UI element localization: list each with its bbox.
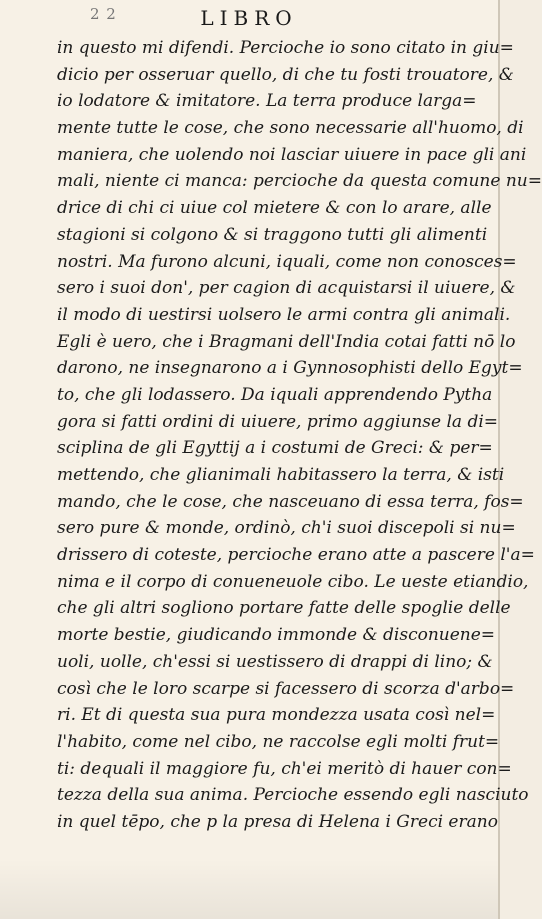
text-line: io lodatore & imitatore. La terra produce larga= (57, 91, 477, 112)
text-line: mando, che le cose, che nasceuano di essa terra, fos= (57, 491, 524, 512)
page-number: 2 2 (90, 5, 117, 23)
text-line: to, che gli lodassero. Da iquali apprendendo Pytha (57, 384, 493, 405)
text-line: in questo mi difendi. Percioche io sono citato in giu= (57, 38, 514, 58)
text-line: il modo di uestirsi uolsero le armi contra gli animali. (57, 304, 511, 325)
text-line: maniera, che uolendo noi lasciar uiuere in pace gli ani (57, 144, 527, 165)
text-line: Egli è uero, che i Bragmani dell'India cotai fatti nō lo (57, 331, 516, 352)
text-line: drissero di coteste, percioche erano atte a pascere l'a= (57, 545, 535, 566)
text-line: mettendo, che glianimali habitassero la terra, & isti (57, 465, 505, 485)
text-line: darono, ne insegnarono a i Gynnosophisti dello Egyt= (57, 358, 523, 379)
text-line: nima e il corpo di conueneuole cibo. Le ueste etiandio, (57, 571, 529, 592)
text-line: che gli altri sogliono portare fatte delle spoglie delle (57, 598, 511, 619)
text-line: nostri. Ma furono alcuni, iquali, come non conosces= (57, 251, 517, 272)
text-line: sciplina de gli Egyttij a i costumi de Greci: & per= (57, 438, 493, 459)
text-line: mali, niente ci manca: percioche da questa comune nu= (57, 171, 542, 192)
text-line: dicio per osseruar quello, di che tu fosti trouatore, & (57, 64, 514, 85)
text-line: morte bestie, giudicando immonde & disconuene= (57, 625, 496, 646)
text-line: gora si fatti ordini di uiuere, primo aggiunse la di= (57, 411, 499, 432)
text-line: ti: dequali il maggiore fu, ch'ei meritò di hauer con= (57, 758, 512, 779)
text-line: uoli, uolle, ch'essi si uestissero di drappi di lino; & (57, 651, 493, 672)
text-line: tezza della sua anima. Percioche essendo egli nasciuto (57, 785, 529, 806)
text-line: sero pure & monde, ordinò, ch'i suoi discepoli si nu= (57, 518, 516, 539)
text-line: sero i suoi don', per cagion di acquistarsi il uiuere, & (57, 278, 516, 299)
body-text (57, 35, 542, 836)
text-line: l'habito, come nel cibo, ne raccolse egli molti frut= (57, 731, 500, 752)
text-line: ri. Et di questa sua pura mondezza usata così nel= (57, 705, 496, 726)
text-line: in quel tēpo, che p la presa di Helena i Greci erano (57, 811, 498, 832)
text-line: così che le loro scarpe si facessero di scorza d'arbo= (57, 678, 515, 699)
running-head: LIBRO (200, 6, 298, 30)
text-line: mente tutte le cose, che sono necessarie all'huomo, di (57, 118, 524, 139)
text-line: drice di chi ci uiue col mietere & con lo arare, alle (57, 198, 492, 219)
text-line: stagioni si colgono & si traggono tutti gli alimenti (57, 224, 488, 245)
